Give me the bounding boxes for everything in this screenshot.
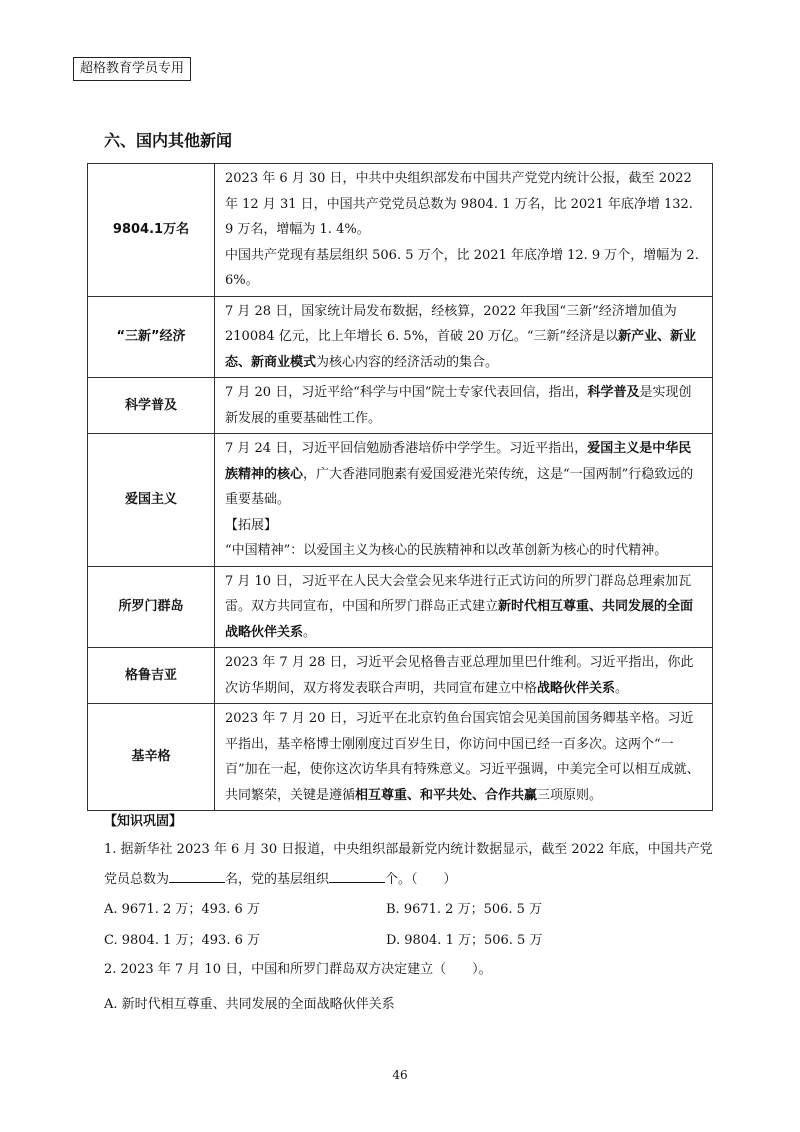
topic-cell: 9804.1万名 <box>88 164 215 297</box>
table-row <box>88 378 713 434</box>
answer-blank <box>329 870 385 883</box>
description-cell <box>215 378 713 434</box>
highlight-text: 科学普及 <box>587 385 640 400</box>
question-text: 1. 据新华社 2023 年 6 月 30 日报道，中央组织部最新党内统计数据显示，截至 2022 年底，中国共产党党员总数为 <box>104 842 713 887</box>
extension-label: 【拓展】 <box>225 517 278 533</box>
extension-text: “中国精神”：以爱国主义为核心的民族精神和以改革创新为核心的时代精神。 <box>225 543 668 558</box>
paragraph: 中国共产党现有基层组织 506. 5 万个，比 2021 年底净增 12. 9 万个，增幅为 2. 6%。 <box>225 247 699 288</box>
table-row <box>88 704 713 811</box>
text: ，广大香港同胞素有爱国爱港光荣传统，这是“一国两制”行稳致远的重要基础。 <box>225 466 694 507</box>
highlight-text: 新时代相互尊重、共同发展的全面战略伙伴关系 <box>225 599 694 640</box>
option-c: C. 9804. 1 万；493. 6 万 <box>104 933 260 948</box>
description-cell <box>215 648 713 704</box>
option-b: B. 9671. 2 万；506. 5 万 <box>386 902 543 917</box>
text: 7 月 10 日，习近平在人民大会堂会见来华进行正式访问的所罗门群岛总理索加瓦雷。双方共同宣布，中国和所罗门群岛正式建立 <box>225 573 692 614</box>
text: 为核心内容的经济活动的集合。 <box>316 354 499 370</box>
header-label: 超格教育学员专用 <box>73 57 191 81</box>
highlight-text: 爱国主义是中华民族精神的核心 <box>225 441 692 482</box>
text: 是实现创新发展的重要基础性工作。 <box>225 385 692 426</box>
question-text: 个。（ ） <box>385 872 457 887</box>
text: 7 月 24 日，习近平回信勉励香港培侨中学学生。习近平指出， <box>225 441 588 456</box>
paragraph: 2023 年 6 月 30 日，中共中央组织部发布中国共产党党内统计公报，截至 2022 年 12 月 31 日，中国共产党党员总数为 9804. 1 万名，比 2021 年底净增 132. 9 万名，增幅为 1. 4%。 <box>225 171 693 237</box>
description-cell <box>215 164 713 297</box>
page-number: 46 <box>392 1068 408 1082</box>
text: 2023 年 7 月 28 日，习近平会见格鲁吉亚总理加里巴什维利。习近平指出，你此次访华期间，双方将发表联合声明，共同宣布建立中格 <box>225 655 694 696</box>
text: 。 <box>615 680 629 696</box>
text: 。 <box>303 624 317 640</box>
description-cell <box>215 434 713 567</box>
paragraph <box>225 436 704 513</box>
news-table <box>87 163 713 811</box>
quiz-heading: 【知识巩固】 <box>104 814 183 829</box>
option-a: A. 9671. 2 万；493. 6 万 <box>104 902 260 917</box>
option-a: A. 新时代相互尊重、共同发展的全面战略伙伴关系 <box>104 997 395 1012</box>
text: 7 月 20 日，习近平给“科学与中国”院士专家代表回信，指出， <box>225 385 588 400</box>
text: 三项原则。 <box>537 787 603 803</box>
highlight-text: 战略伙伴关系 <box>537 680 616 696</box>
topic-cell: 所罗门群岛 <box>88 566 215 648</box>
topic-cell: 爱国主义 <box>88 434 215 567</box>
question-1 <box>104 835 724 895</box>
question-text: 名，党的基层组织 <box>225 872 330 887</box>
highlight-text: 相互尊重、和平共处、合作共赢 <box>355 787 538 803</box>
highlight-text: 新产业、新业态、新商业模式 <box>225 329 697 370</box>
description-cell <box>215 566 713 648</box>
question-2: 2. 2023 年 7 月 10 日，中国和所罗门群岛双方决定建立（ ）。 <box>104 962 492 977</box>
table-row <box>88 296 713 378</box>
description-cell <box>215 296 713 378</box>
table-row <box>88 164 713 297</box>
table-row <box>88 566 713 648</box>
text: 7 月 28 日，国家统计局发布数据，经核算，2022 年我国“三新”经济增加值为 210084 亿元，比上年增长 6. 5%，首破 20 万亿。“三新”经济是以 <box>225 303 677 344</box>
text: 2023 年 7 月 20 日，习近平在北京钓鱼台国宾馆会见美国前国务卿基辛格。习近平指出，基辛格博士刚刚度过百岁生日，你访问中国已经一百多次。这两个“一百”加在一起，使你这次访华具有特殊意义。习近平强调，中美完全可以相互成就、共同繁荣，关键是遵循 <box>225 711 700 803</box>
answer-blank <box>169 870 225 883</box>
topic-cell: “三新”经济 <box>88 296 215 378</box>
description-cell <box>215 704 713 811</box>
table-row <box>88 434 713 567</box>
table-row <box>88 648 713 704</box>
topic-cell: 科学普及 <box>88 378 215 434</box>
topic-cell: 格鲁吉亚 <box>88 648 215 704</box>
option-d: D. 9804. 1 万；506. 5 万 <box>386 933 543 948</box>
section-title: 六、国内其他新闻 <box>104 131 233 150</box>
topic-cell: 基辛格 <box>88 704 215 811</box>
